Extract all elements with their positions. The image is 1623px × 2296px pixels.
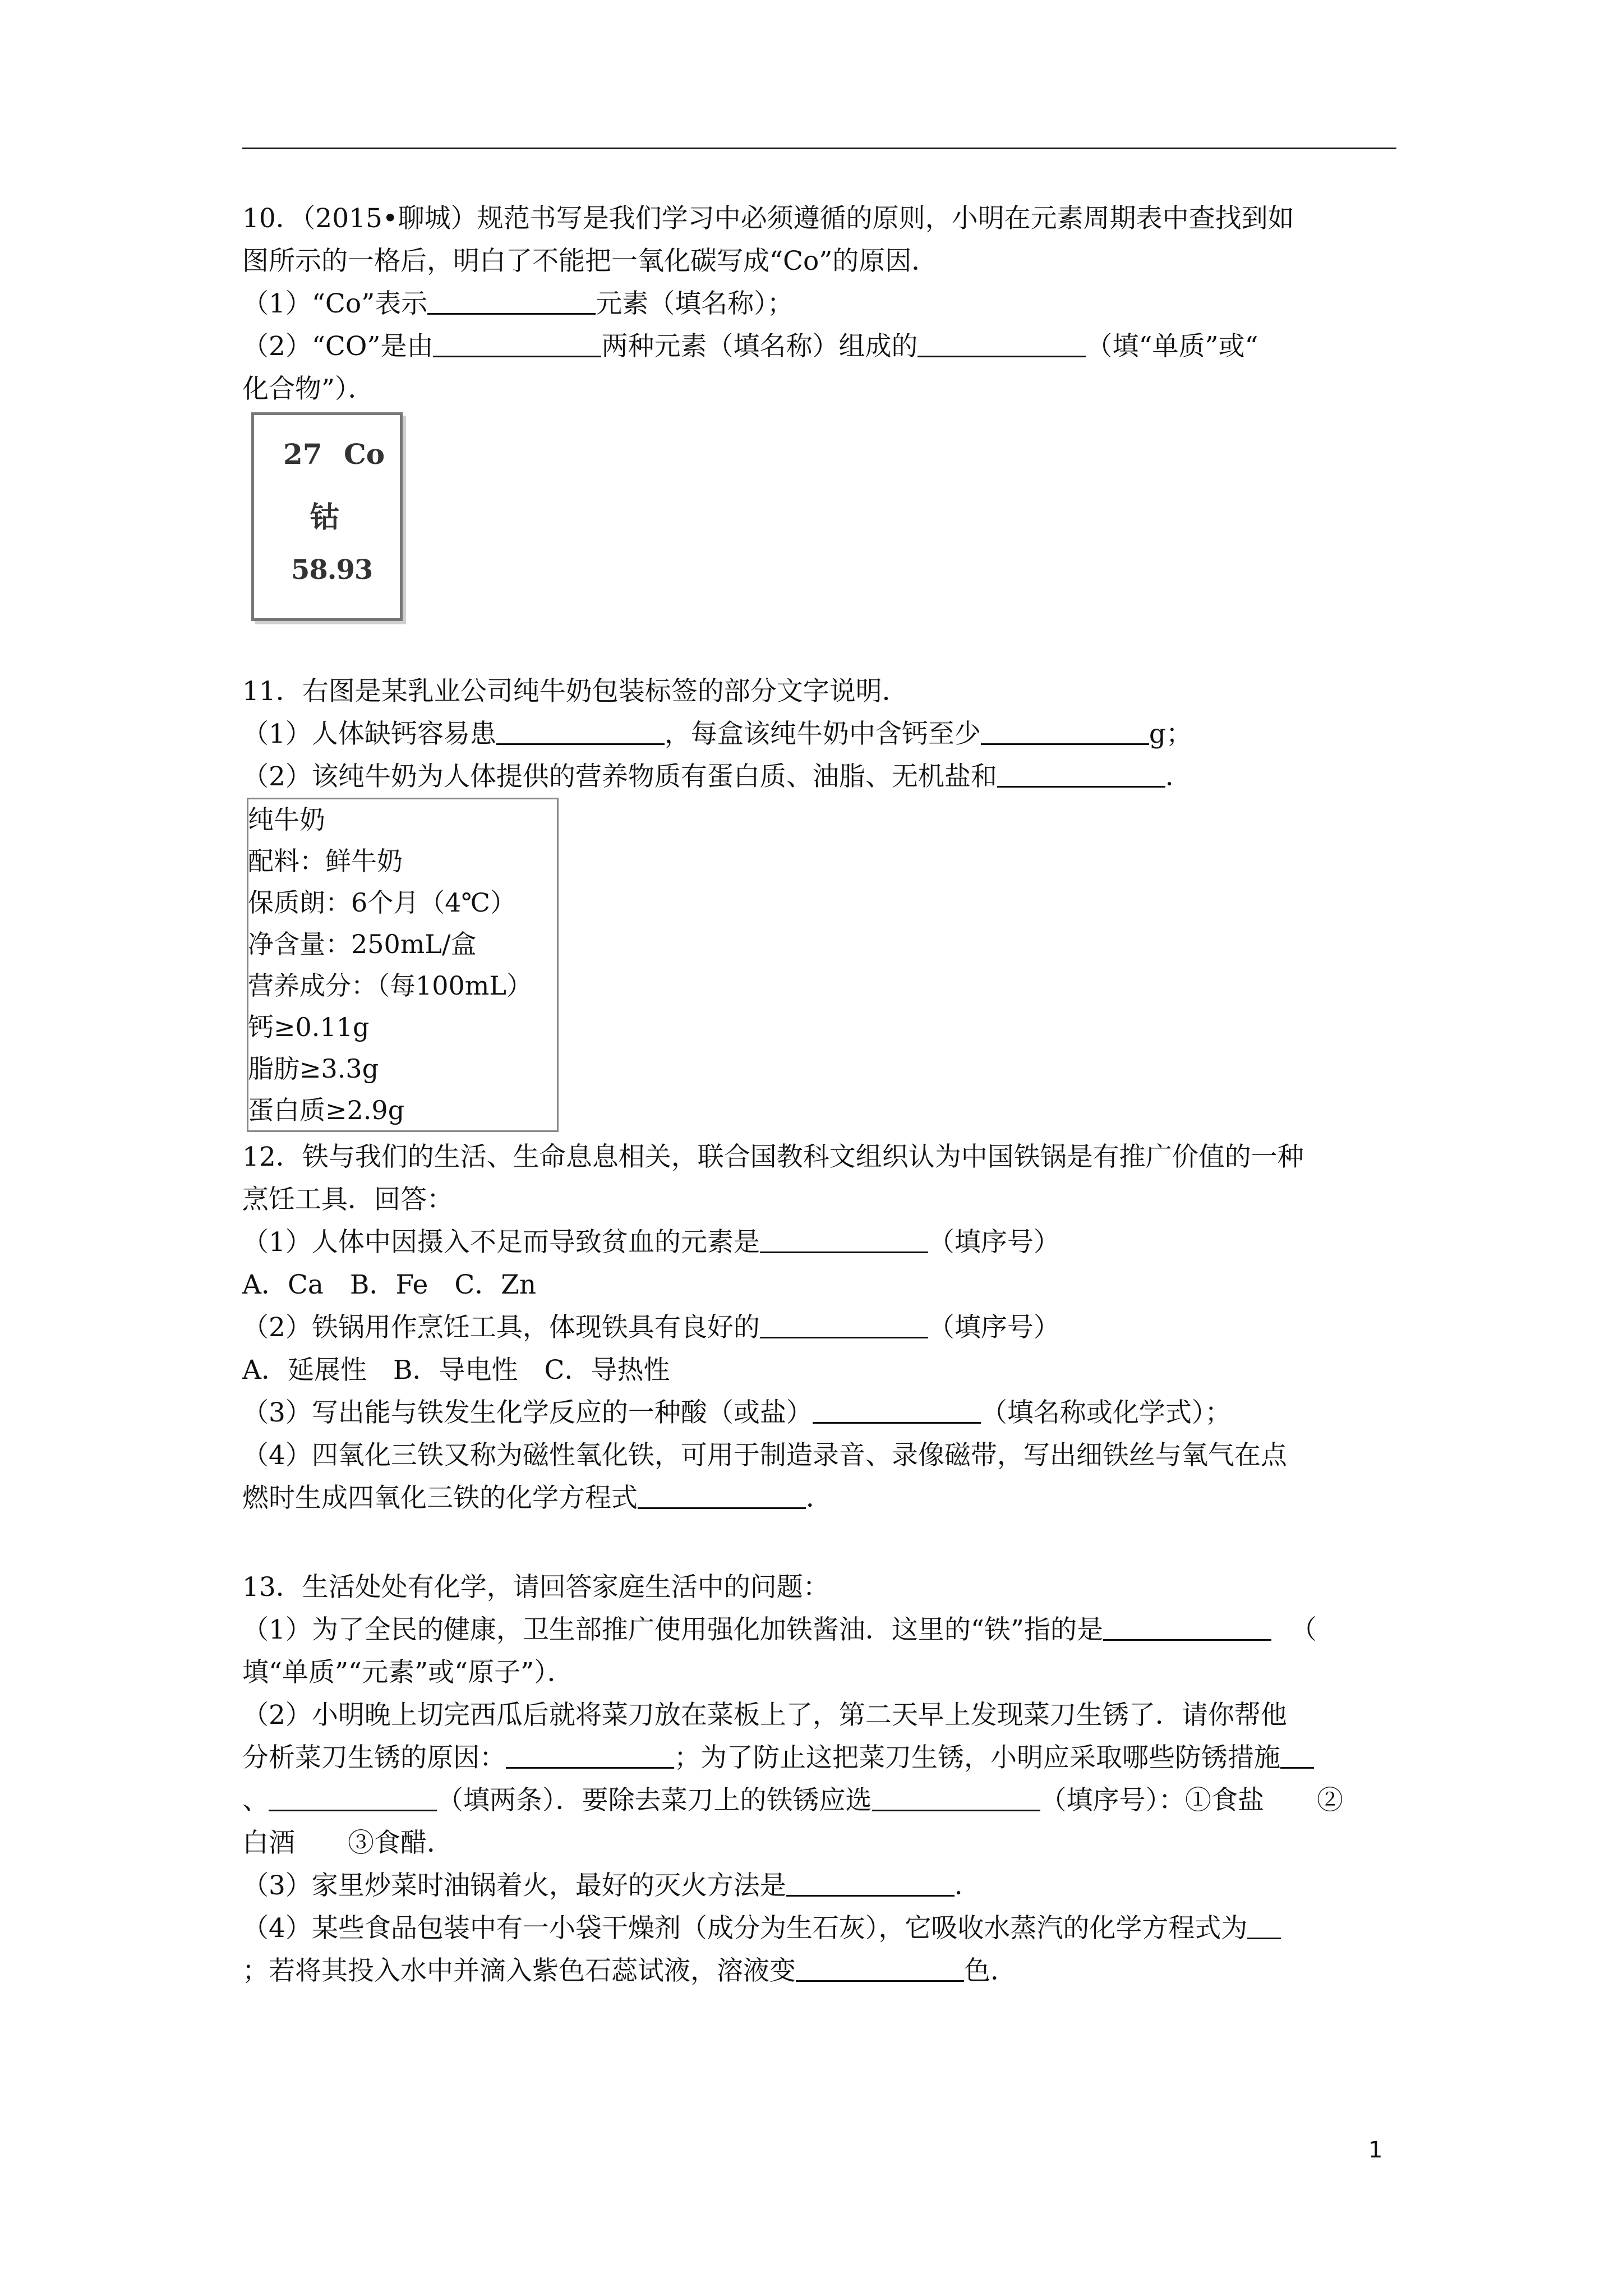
milk-label-line: 营养成分：（每100mL） (248, 970, 532, 1001)
q12-part1-text-b: （填序号） (928, 1227, 1060, 1258)
q12-part3 (242, 1392, 1231, 1434)
q13-part1-blank[interactable] (1103, 1617, 1271, 1641)
q12-part1-text-a: （1）人体中因摄入不足而导致贫血的元素是 (242, 1227, 760, 1258)
q13-part4-blank1[interactable] (1247, 1915, 1281, 1939)
milk-label-line: 配料：鲜牛奶 (248, 846, 403, 876)
q12-part4-line2 (242, 1477, 832, 1520)
q11-part1-text-a: （1）人体缺钙容易患 (242, 719, 496, 749)
q13-part3-text-b: ． (954, 1870, 981, 1901)
periodic-table-cell (251, 412, 403, 621)
q10-part1-blank[interactable] (427, 291, 596, 315)
q13-part4-text-c: 色． (964, 1955, 1017, 1986)
q11-stem: 11．右图是某乳业公司纯牛奶包装标签的部分文字说明． (242, 676, 909, 707)
page-number: 1 (1368, 2137, 1383, 2163)
q12-part3-blank[interactable] (813, 1400, 981, 1424)
q11-part1-text-c: g； (1149, 719, 1192, 749)
q13-part2-text-b: 分析菜刀生锈的原因： (242, 1742, 506, 1773)
q11-part2-text-a: （2）该纯牛奶为人体提供的营养物质有蛋白质、油脂、无机盐和 (242, 761, 997, 792)
q12-stem-line2: 烹饪工具．回答： (242, 1184, 453, 1215)
q12-part2 (242, 1306, 1060, 1349)
q10-part1 (242, 283, 794, 325)
q12-part3-text-a: （3）写出能与铁发生化学反应的一种酸（或盐） (242, 1397, 813, 1428)
header-rule (242, 148, 1396, 149)
element-symbol: Co (344, 438, 385, 471)
q13-stem: 13．生活处处有化学，请回答家庭生活中的问题： (242, 1572, 829, 1603)
q11-part1-blank2[interactable] (981, 721, 1149, 745)
q13-part2-blank2[interactable] (1280, 1745, 1314, 1769)
q12-part3-text-b: （填名称或化学式）； (980, 1397, 1232, 1428)
q13-part3 (242, 1865, 981, 1907)
q13-part4-text-b: ；若将其投入水中并滴入紫色石蕊试液，溶液变 (242, 1955, 796, 1986)
q10-part2-text-c: （填“单质”或“ (1086, 331, 1258, 362)
q13-part4-line1 (242, 1907, 1281, 1950)
q12-part4-line1: （4）四氧化三铁又称为磁性氧化铁，可用于制造录音、录像磁带，写出细铁丝与氧气在点 (242, 1440, 1287, 1471)
q13-part4-blank2[interactable] (796, 1958, 964, 1982)
q11-part2-blank[interactable] (997, 763, 1165, 788)
q11-part2-text-b: ． (1165, 761, 1192, 792)
q13-part1 (242, 1609, 1317, 1651)
q13-part2-line1: （2）小明晚上切完西瓜后就将菜刀放在菜板上了，第二天早上发现菜刀生锈了．请你帮他 (242, 1700, 1287, 1731)
q10-part2-text-a: （2）“CO”是由 (242, 331, 434, 362)
q10-part2-blank1[interactable] (433, 333, 601, 357)
q12-part2-text-a: （2）铁锅用作烹饪工具，体现铁具有良好的 (242, 1312, 760, 1343)
q11-part1 (242, 713, 1192, 756)
milk-label-line: 纯牛奶 (248, 804, 325, 835)
q13-part3-blank[interactable] (786, 1872, 955, 1897)
q10-part2 (242, 325, 1258, 368)
q12-part4-text-b: 燃时生成四氧化三铁的化学方程式 (242, 1483, 638, 1513)
q10-part2-cont: 化合物”）． (242, 374, 375, 404)
q13-part2-text-c: ；为了防止这把菜刀生锈，小明应采取哪些防锈措施 (674, 1742, 1280, 1773)
milk-label-line: 净含量：250mL/盒 (248, 929, 477, 959)
q10-part2-text-b: 两种元素（填名称）组成的 (601, 331, 918, 362)
q12-part2-text-b: （填序号） (928, 1312, 1060, 1343)
q13-part2-line4: 白酒 ③食醋． (242, 1828, 453, 1858)
q13-part2-blank4[interactable] (872, 1787, 1040, 1811)
q10-stem-line2: 图所示的一格后，明白了不能把一氧化碳写成“Co”的原因． (242, 246, 938, 277)
q12-part1 (242, 1221, 1060, 1264)
q13-part2-text-f: （填序号）：①食盐 ② (1040, 1785, 1343, 1816)
q11-part1-text-b: ，每盒该纯牛奶中含钙至少 (664, 719, 981, 749)
q10-part2-blank2[interactable] (917, 333, 1086, 357)
q13-part4-text-a: （4）某些食品包装中有一小袋干燥剂（成分为生石灰），它吸收水蒸汽的化学方程式为 (242, 1913, 1248, 1944)
q12-part4-blank[interactable] (638, 1485, 806, 1509)
q12-part1-blank[interactable] (760, 1229, 928, 1253)
atomic-number: 27 (283, 438, 322, 471)
q10-part1-text-b: 元素（填名称）； (596, 288, 794, 319)
q12-part1-options: A．Ca B．Fe C．Zn (242, 1269, 537, 1300)
element-name: 钴 (310, 500, 340, 535)
q13-part1-text-a: （1）为了全民的健康，卫生部推广使用强化加铁酱油．这里的“铁”指的是 (242, 1614, 1103, 1645)
atomic-mass: 58.93 (291, 554, 373, 586)
q12-part2-blank[interactable] (760, 1314, 928, 1338)
q13-part2-blank3[interactable] (269, 1787, 437, 1811)
q13-part1-text-b: （ (1290, 1614, 1317, 1645)
milk-label-line: 蛋白质≥2.9g (248, 1095, 405, 1125)
q11-part2 (242, 756, 1192, 798)
q13-part2-line2 (242, 1737, 1314, 1779)
q13-part1-cont: 填“单质”“元素”或“原子”）． (242, 1657, 574, 1688)
q13-part2-text-e: （填两条）．要除去菜刀上的铁锈应选 (437, 1785, 872, 1816)
milk-label-line: 保质朗：6个月（4℃） (248, 887, 516, 918)
q12-part2-options: A．延展性 B．导电性 C．导热性 (242, 1355, 670, 1386)
q12-part4-text-c: ． (806, 1483, 832, 1513)
q12-stem-line1: 12．铁与我们的生活、生命息息相关，联合国教科文组织认为中国铁锅是有推广价值的一种 (242, 1142, 1304, 1172)
q13-part2-text-d: 、 (242, 1785, 269, 1816)
q13-part2-blank1[interactable] (506, 1745, 674, 1769)
q10-part1-text-a: （1）“Co”表示 (242, 288, 428, 319)
q13-part3-text-a: （3）家里炒菜时油锅着火，最好的灭火方法是 (242, 1870, 786, 1901)
q13-part4-line2 (242, 1950, 1017, 1993)
q10-stem-line1: 10．（2015•聊城）规范书写是我们学习中必须遵循的原则，小明在元素周期表中查找到如 (242, 203, 1294, 234)
q13-part2-line3 (242, 1779, 1343, 1822)
milk-label-line: 脂肪≥3.3g (248, 1053, 379, 1084)
milk-label-line: 钙≥0.11g (248, 1012, 370, 1042)
q11-part1-blank1[interactable] (496, 721, 665, 745)
